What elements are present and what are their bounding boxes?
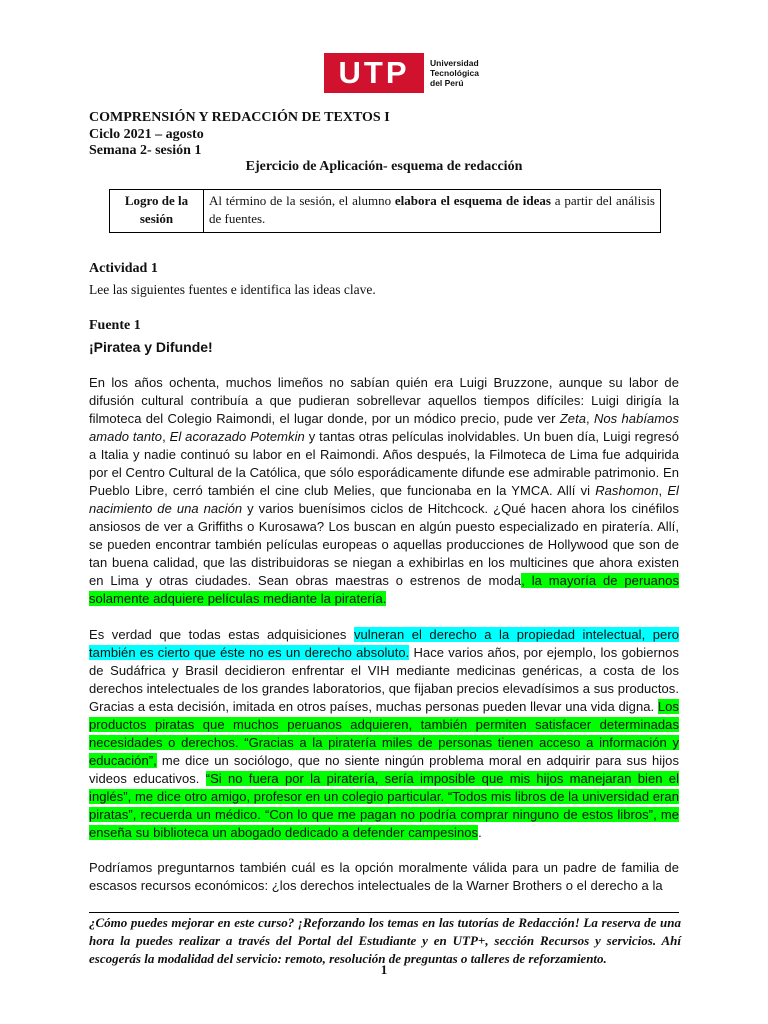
p1-text-f: y varios buenísimos ciclos de Hitchcock. ¿Qué hacen ahora los cinéfilos ansiosos de ver a Griffiths o Kurosawa? Los buscan en algún puesto especializado en piratería. Allí, se pueden encontrar también películas europeas o aquellas producciones de Hollywood que son de tan buena calidad, que las distribuidoras se niegan a exhibirlas en los multicines que ahora existen en Lima y otras ciudades. Sean obras maestras o estrenos de moda — [89, 501, 679, 588]
paragraph-2 — [89, 626, 679, 842]
logo-mark — [324, 53, 424, 93]
p2-text-d: . — [478, 825, 482, 840]
logo-letters: UTP — [338, 55, 410, 90]
p1-text-a: En los años ochenta, muchos limeños no sabían quién era Luigi Bruzzone, aunque su labor de difusión cultural contribuía a que pudieran sobrellevar aquellos tiempos difíciles: Luigi dirigía la filmoteca del Colegio Raimondi, el lugar donde, por un módico precio, pude ver — [89, 375, 679, 426]
logo-line-2: Tecnológica — [430, 68, 479, 78]
p1-text-c: , — [162, 429, 170, 444]
logro-label: Logro de la sesión — [110, 190, 204, 233]
logro-text-a: Al término de la sesión, el alumno — [209, 193, 395, 208]
p2-highlight-cyan: vulneran el derecho a la propiedad intelectual, pero también es cierto que éste no es un derecho absoluto. — [89, 627, 679, 660]
course-title: COMPRENSIÓN Y REDACCIÓN DE TEXTOS I — [89, 110, 390, 125]
footer-note: ¿Cómo puedes mejorar en este curso? ¡Reforzando los temas en las tutorías de Redacción! La reserva de una hora la puedes realizar a través del Portal del Estudiante y en UTP+, sección Recursos y servicios. Ahí escogerás la modalidad del servicio: remoto, resolución de preguntas o talleres de reforzamiento. — [89, 915, 681, 966]
film-title-rashomon: Rashomon — [595, 483, 659, 498]
exercise-subtitle — [0, 159, 768, 175]
page-number: 1 — [380, 962, 388, 977]
exercise-subtitle-text: Ejercicio de Aplicación- esquema de redacción — [245, 159, 523, 174]
logo-line-3: del Perú — [430, 78, 464, 88]
logo-line-1: Universidad — [430, 58, 479, 68]
film-title-potemkin: El acorazado Potemkin — [169, 429, 305, 444]
logro-text — [204, 190, 661, 233]
activity-title: Actividad 1 — [89, 261, 158, 276]
p1-text-d: y tantas otras películas inolvidables. Un buen día, Luigi regresó a Italia y nadie continuó su labor en el Raimondi. Años después, la Filmoteca de Lima fue adquirida por el Centro Cultural de la Católica, que sólo esporádicamente difunde ese admirable patrimonio. En Pueblo Libre, cerró también el cine club Melies, que funcionaba en la YMCA. Allí vi — [89, 429, 680, 498]
week-label: Semana 2- sesión 1 — [89, 143, 202, 158]
logro-row — [110, 190, 661, 233]
p1-text-e: , — [658, 483, 668, 498]
footer-divider — [89, 912, 679, 913]
film-title-nacimiento: El nacimiento de una nación — [89, 483, 679, 516]
activity-description: Lee las siguientes fuentes e identifica las ideas clave. — [89, 282, 376, 297]
film-title-nos-habiamos: Nos habíamos amado tanto — [89, 411, 680, 444]
p2-highlight-green-2: “Si no fuera por la piratería, sería imposible que mis hijos manejaran bien el inglés”, me dice otro amigo, profesor en un colegio particular. “Todos mis libros de la universidad eran piratas”, recuerda un médico. “Con lo que me pagan no podría comprar ninguno de estos libros”, me enseña su biblioteca un abogado dedicado a defender campesinos — [89, 771, 680, 840]
film-title-zeta: Zeta — [559, 411, 587, 426]
p1-text-b: , — [586, 411, 594, 426]
source-heading: ¡Piratea y Difunde! — [89, 339, 213, 355]
logro-text-c: a partir del análisis de fuentes. — [209, 193, 655, 226]
source-label: Fuente 1 — [89, 318, 141, 333]
paragraph-1 — [89, 374, 679, 608]
paragraph-3: Podríamos preguntarnos también cuál es la opción moralmente válida para un padre de familia de escasos recursos económicos: ¿los derechos intelectuales de la Warner Brothers o el derecho a la — [89, 860, 679, 893]
logo-wordmark — [430, 58, 479, 88]
utp-logo — [324, 53, 479, 93]
p2-text-b: Hace varios años, por ejemplo, los gobiernos de Sudáfrica y Brasil decidieron enfrentar el VIH mediante medicinas genéricas, a costa de los derechos intelectuales de los grandes laboratorios, que fijaban precios elevadísimos a sus productos. Gracias a esta decisión, imitada en otros países, muchas personas pueden llevar una vida digna. — [89, 645, 679, 714]
p2-highlight-green-1: Los productos piratas que muchos peruanos adquieren, también permiten satisfacer determinadas necesidades o derechos. “Gracias a la piratería miles de personas tienen acceso a información y educación”, — [89, 699, 679, 768]
logro-table — [109, 189, 661, 233]
p2-text-a: Es verdad que todas estas adquisiciones — [89, 627, 354, 642]
cycle-label: Ciclo 2021 – agosto — [89, 127, 204, 142]
p2-text-c: me dice un sociólogo, que no siente ningún problema moral en adquirir para sus hijos videos educativos. — [89, 753, 679, 786]
logro-text-b: elabora el esquema de ideas — [394, 193, 551, 208]
p1-highlight-green: , la mayoría de peruanos solamente adquiere películas mediante la piratería. — [89, 573, 679, 606]
